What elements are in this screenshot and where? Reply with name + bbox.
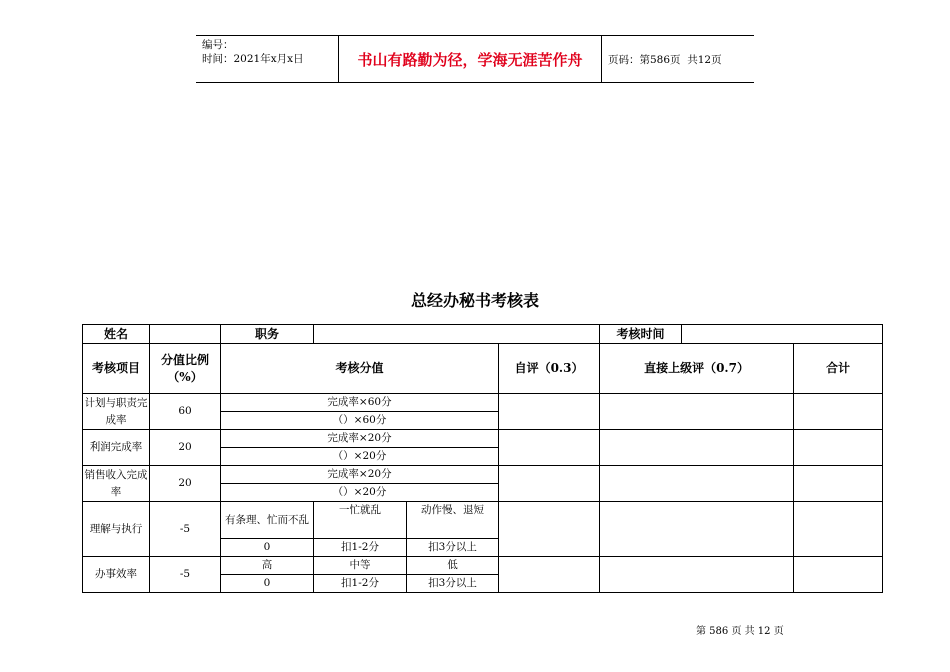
level-poor: 低 (407, 557, 499, 575)
self-score-cell[interactable] (499, 502, 600, 557)
page-header (196, 35, 754, 83)
row-score-fill[interactable]: （）×20分 (221, 448, 499, 466)
header-total: 合计 (794, 344, 883, 394)
self-score-cell[interactable] (499, 430, 600, 466)
page-footer: 第 586 页 共 12 页 (696, 626, 784, 637)
row-item: 计划与职责完成率 (83, 394, 150, 430)
table-row (83, 466, 883, 484)
position-label: 职务 (221, 325, 314, 344)
table-row (83, 430, 883, 448)
level-poor: 动作慢、退短 (407, 502, 499, 539)
row-item: 理解与执行 (83, 502, 150, 557)
header-meta (196, 36, 338, 82)
row-ratio: 20 (150, 430, 221, 466)
total-score-cell[interactable] (794, 394, 883, 430)
table-row (83, 502, 883, 539)
row-score-formula: 完成率×20分 (221, 430, 499, 448)
row-ratio: 20 (150, 466, 221, 502)
column-header-row (83, 344, 883, 394)
superior-score-cell[interactable] (600, 430, 794, 466)
deduction-good: 0 (221, 575, 314, 593)
review-time-label: 考核时间 (600, 325, 682, 344)
level-good: 高 (221, 557, 314, 575)
row-ratio: 60 (150, 394, 221, 430)
header-score: 考核分值 (221, 344, 499, 394)
row-score-fill[interactable]: （）×60分 (221, 412, 499, 430)
level-good: 有条理、忙而不乱 (221, 502, 314, 539)
row-score-formula: 完成率×20分 (221, 466, 499, 484)
row-ratio: -5 (150, 502, 221, 557)
header-item: 考核项目 (83, 344, 150, 394)
row-ratio: -5 (150, 557, 221, 593)
deduction-medium: 扣1-2分 (314, 539, 407, 557)
row-score-formula: 完成率×60分 (221, 394, 499, 412)
position-value-cell[interactable] (314, 325, 600, 344)
table-row (83, 394, 883, 412)
superior-score-cell[interactable] (600, 394, 794, 430)
name-value-cell[interactable] (150, 325, 221, 344)
header-page-info (602, 36, 754, 82)
total-score-cell[interactable] (794, 502, 883, 557)
superior-score-cell[interactable] (600, 502, 794, 557)
time-label: 时间：2021年x月x日 (202, 53, 304, 65)
number-label: 编号： (202, 39, 234, 51)
superior-score-cell[interactable] (600, 557, 794, 593)
page-label: 页码：第586页 共12页 (608, 53, 722, 66)
level-medium: 一忙就乱 (314, 502, 407, 539)
superior-score-cell[interactable] (600, 466, 794, 502)
name-label: 姓名 (83, 325, 150, 344)
row-item: 办事效率 (83, 557, 150, 593)
deduction-poor: 扣3分以上 (407, 539, 499, 557)
total-score-cell[interactable] (794, 557, 883, 593)
deduction-medium: 扣1-2分 (314, 575, 407, 593)
header-self: 自评（0.3） (499, 344, 600, 394)
deduction-poor: 扣3分以上 (407, 575, 499, 593)
review-time-value-cell[interactable] (682, 325, 883, 344)
table-row (83, 557, 883, 575)
evaluation-table (82, 324, 883, 593)
self-score-cell[interactable] (499, 557, 600, 593)
deduction-good: 0 (221, 539, 314, 557)
header-superior: 直接上级评（0.7） (600, 344, 794, 394)
info-row (83, 325, 883, 344)
row-item: 销售收入完成率 (83, 466, 150, 502)
total-score-cell[interactable] (794, 466, 883, 502)
row-item: 利润完成率 (83, 430, 150, 466)
self-score-cell[interactable] (499, 394, 600, 430)
header-motto: 书山有路勤为径，学海无涯苦作舟 (338, 36, 602, 82)
page-title: 总经办秘书考核表 (410, 291, 539, 310)
level-medium: 中等 (314, 557, 407, 575)
total-score-cell[interactable] (794, 430, 883, 466)
header-ratio: 分值比例（%） (150, 344, 221, 394)
row-score-fill[interactable]: （）×20分 (221, 484, 499, 502)
self-score-cell[interactable] (499, 466, 600, 502)
